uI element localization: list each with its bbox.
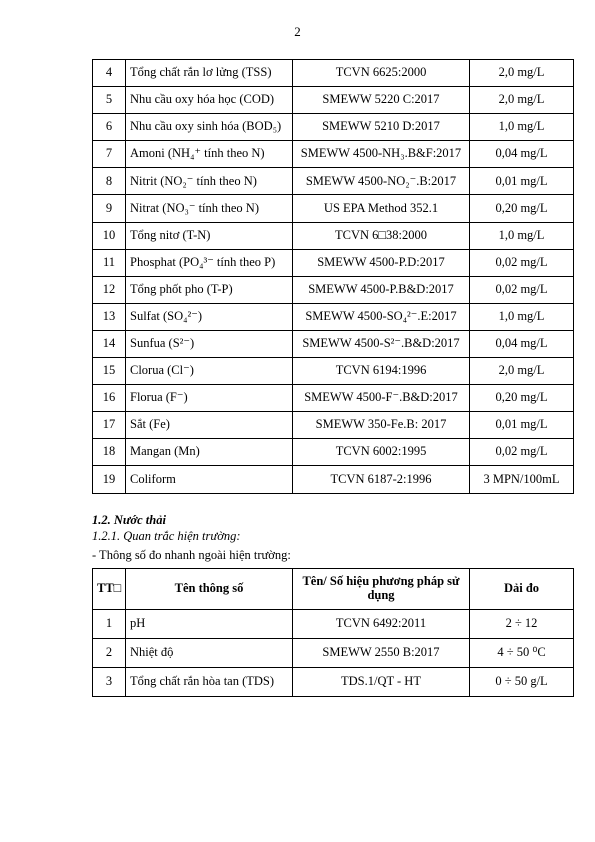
cell-param: pH bbox=[126, 610, 293, 639]
cell-stt: 12 bbox=[93, 276, 126, 303]
cell-method: SMEWW 5210 D:2017 bbox=[293, 114, 470, 141]
section-note: - Thông số đo nhanh ngoài hiện trường: bbox=[92, 548, 291, 562]
header-method: Tên/ Số hiệu phương pháp sử dụng bbox=[293, 569, 470, 610]
cell-stt: 9 bbox=[93, 195, 126, 222]
table-row bbox=[93, 412, 574, 439]
cell-method: SMEWW 4500-NO₂⁻.B:2017 bbox=[293, 168, 470, 195]
cell-limit: 0,20 mg/L bbox=[470, 195, 574, 222]
cell-method: SMEWW 2550 B:2017 bbox=[293, 639, 470, 668]
table-row bbox=[93, 668, 574, 697]
header-range: Dải đo bbox=[470, 569, 574, 610]
cell-method: TCVN 6194:1996 bbox=[293, 358, 470, 385]
table-row bbox=[93, 439, 574, 466]
cell-range: 2 ÷ 12 bbox=[470, 610, 574, 639]
cell-method: TCVN 6002:1995 bbox=[293, 439, 470, 466]
cell-param: Amoni (NH₄⁺ tính theo N) bbox=[126, 141, 293, 168]
section-subheading: 1.2.1. Quan trắc hiện trường: bbox=[92, 529, 241, 543]
cell-limit: 3 MPN/100mL bbox=[470, 466, 574, 493]
field-measurement-table bbox=[92, 568, 574, 697]
parameters-table bbox=[92, 59, 574, 494]
cell-method: SMEWW 4500-NH₃.B&F:2017 bbox=[293, 141, 470, 168]
cell-limit: 0,20 mg/L bbox=[470, 385, 574, 412]
cell-param: Nhu cầu oxy hóa học (COD) bbox=[126, 87, 293, 114]
cell-param: Florua (F⁻) bbox=[126, 385, 293, 412]
cell-limit: 0,02 mg/L bbox=[470, 439, 574, 466]
cell-stt: 3 bbox=[93, 668, 126, 697]
table-row bbox=[93, 168, 574, 195]
cell-limit: 1,0 mg/L bbox=[470, 303, 574, 330]
cell-limit: 0,01 mg/L bbox=[470, 168, 574, 195]
cell-stt: 13 bbox=[93, 303, 126, 330]
cell-limit: 1,0 mg/L bbox=[470, 114, 574, 141]
cell-stt: 19 bbox=[93, 466, 126, 493]
table-row bbox=[93, 330, 574, 357]
cell-method: TCVN 6187-2:1996 bbox=[293, 466, 470, 493]
cell-stt: 11 bbox=[93, 249, 126, 276]
cell-method: SMEWW 4500-F⁻.B&D:2017 bbox=[293, 385, 470, 412]
cell-limit: 0,01 mg/L bbox=[470, 412, 574, 439]
cell-method: SMEWW 4500-P.D:2017 bbox=[293, 249, 470, 276]
cell-method: SMEWW 4500-P.B&D:2017 bbox=[293, 276, 470, 303]
cell-stt: 10 bbox=[93, 222, 126, 249]
cell-limit: 1,0 mg/L bbox=[470, 222, 574, 249]
page-number: 2 bbox=[294, 24, 301, 39]
table-row bbox=[93, 358, 574, 385]
table-row bbox=[93, 195, 574, 222]
cell-param: Nhiệt độ bbox=[126, 639, 293, 668]
table-row bbox=[93, 466, 574, 493]
cell-method: SMEWW 5220 C:2017 bbox=[293, 87, 470, 114]
cell-method: TCVN 6□38:2000 bbox=[293, 222, 470, 249]
cell-param: Tổng nitơ (T-N) bbox=[126, 222, 293, 249]
cell-stt: 2 bbox=[93, 639, 126, 668]
cell-param: Tổng phốt pho (T-P) bbox=[126, 276, 293, 303]
cell-param: Sắt (Fe) bbox=[126, 412, 293, 439]
cell-stt: 15 bbox=[93, 358, 126, 385]
cell-limit: 2,0 mg/L bbox=[470, 87, 574, 114]
cell-stt: 1 bbox=[93, 610, 126, 639]
cell-range: 4 ÷ 50 ⁰C bbox=[470, 639, 574, 668]
cell-param: Sunfua (S²⁻) bbox=[126, 330, 293, 357]
field-measurement-table-body bbox=[93, 610, 574, 697]
cell-stt: 18 bbox=[93, 439, 126, 466]
cell-stt: 17 bbox=[93, 412, 126, 439]
table-row bbox=[93, 276, 574, 303]
table-row bbox=[93, 610, 574, 639]
table-row bbox=[93, 385, 574, 412]
cell-method: US EPA Method 352.1 bbox=[293, 195, 470, 222]
cell-param: Clorua (Cl⁻) bbox=[126, 358, 293, 385]
cell-param: Mangan (Mn) bbox=[126, 439, 293, 466]
cell-stt: 7 bbox=[93, 141, 126, 168]
cell-limit: 2,0 mg/L bbox=[470, 358, 574, 385]
cell-param: Nitrat (NO₃⁻ tính theo N) bbox=[126, 195, 293, 222]
cell-param: Tổng chất rắn lơ lửng (TSS) bbox=[126, 60, 293, 87]
section-heading: 1.2. Nước thải bbox=[92, 513, 166, 527]
cell-limit: 0,04 mg/L bbox=[470, 330, 574, 357]
cell-param: Nitrit (NO₂⁻ tính theo N) bbox=[126, 168, 293, 195]
table-row bbox=[93, 222, 574, 249]
table-row bbox=[93, 60, 574, 87]
cell-stt: 4 bbox=[93, 60, 126, 87]
cell-stt: 8 bbox=[93, 168, 126, 195]
cell-stt: 5 bbox=[93, 87, 126, 114]
header-param: Tên thông số bbox=[126, 569, 293, 610]
cell-limit: 0,02 mg/L bbox=[470, 276, 574, 303]
table-header-row bbox=[93, 569, 574, 610]
cell-method: SMEWW 4500-SO₄²⁻.E:2017 bbox=[293, 303, 470, 330]
cell-param: Coliform bbox=[126, 466, 293, 493]
header-stt: TT□ bbox=[93, 569, 126, 610]
cell-stt: 6 bbox=[93, 114, 126, 141]
parameters-table-body bbox=[93, 60, 574, 494]
cell-range: 0 ÷ 50 g/L bbox=[470, 668, 574, 697]
table-row bbox=[93, 87, 574, 114]
cell-method: SMEWW 350-Fe.B: 2017 bbox=[293, 412, 470, 439]
cell-method: SMEWW 4500-S²⁻.B&D:2017 bbox=[293, 330, 470, 357]
table-row bbox=[93, 141, 574, 168]
table-row bbox=[93, 639, 574, 668]
table-row bbox=[93, 249, 574, 276]
cell-method: TCVN 6625:2000 bbox=[293, 60, 470, 87]
cell-stt: 14 bbox=[93, 330, 126, 357]
cell-limit: 0,02 mg/L bbox=[470, 249, 574, 276]
cell-stt: 16 bbox=[93, 385, 126, 412]
table-row bbox=[93, 114, 574, 141]
cell-method: TDS.1/QT - HT bbox=[293, 668, 470, 697]
table-row bbox=[93, 303, 574, 330]
cell-limit: 0,04 mg/L bbox=[470, 141, 574, 168]
cell-limit: 2,0 mg/L bbox=[470, 60, 574, 87]
cell-param: Tổng chất rắn hòa tan (TDS) bbox=[126, 668, 293, 697]
cell-param: Phosphat (PO₄³⁻ tính theo P) bbox=[126, 249, 293, 276]
cell-method: TCVN 6492:2011 bbox=[293, 610, 470, 639]
cell-param: Nhu cầu oxy sinh hóa (BOD₅) bbox=[126, 114, 293, 141]
cell-param: Sulfat (SO₄²⁻) bbox=[126, 303, 293, 330]
